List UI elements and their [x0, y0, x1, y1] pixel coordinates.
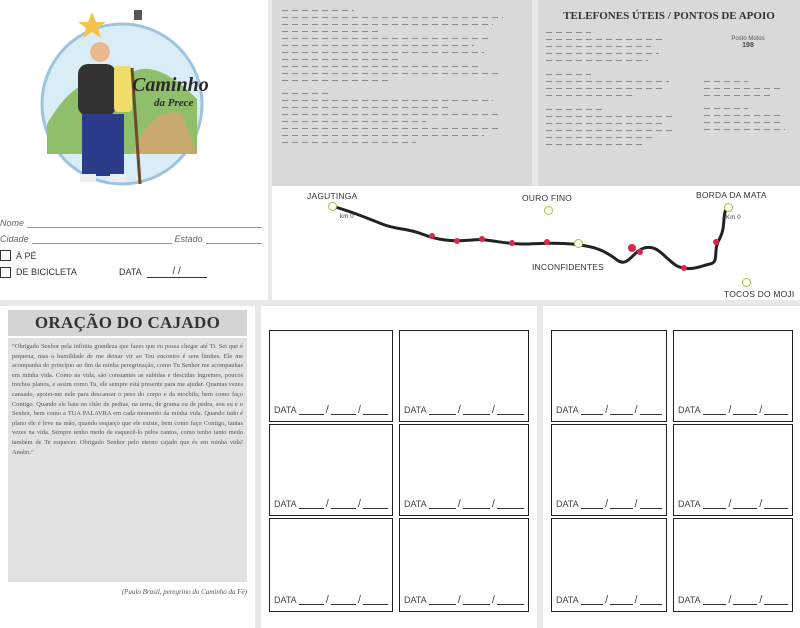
stamp-date-label: DATA — [274, 405, 297, 415]
inconfidentes-dot — [574, 239, 583, 248]
stamp-date-label: DATA — [556, 595, 579, 605]
stamp-date-label: DATA — [404, 405, 427, 415]
stamp-box[interactable]: DATA / / — [673, 518, 793, 612]
stamp-grid-right — [543, 306, 800, 628]
stamp-box[interactable]: DATA / / — [551, 424, 667, 516]
stamp-date-label: DATA — [274, 595, 297, 605]
stamp-date-label: DATA — [556, 499, 579, 509]
km-end-label: Km 0 — [726, 215, 741, 221]
town-jaguaritinga: JAGUTINGA — [307, 191, 358, 201]
jaguaritinga-dot — [328, 202, 337, 211]
stamp-date-label: DATA — [404, 595, 427, 605]
cover-form — [0, 214, 262, 278]
walk-checkbox[interactable] — [0, 250, 11, 261]
stamp-date-label: DATA — [404, 499, 427, 509]
stamp-date-label: DATA — [678, 595, 701, 605]
name-row — [0, 214, 262, 228]
route-line — [332, 206, 727, 269]
stamp-box[interactable]: DATA / / — [269, 518, 393, 612]
route-map — [272, 186, 800, 300]
stamp-box[interactable]: DATA / / — [673, 330, 793, 422]
name-label: Nome — [0, 218, 25, 228]
logo-line2: da Prece — [154, 97, 194, 109]
side-label: Posto Motos — [731, 36, 765, 42]
option-bike — [0, 266, 262, 278]
town-borda: BORDA DA MATA — [696, 190, 767, 200]
km-start-label: km 0 — [340, 214, 354, 220]
stamp-box[interactable]: DATA / / — [673, 424, 793, 516]
stamp-box[interactable]: DATA / / — [551, 518, 667, 612]
stamp-box[interactable]: DATA / / — [399, 330, 529, 422]
pilgrim-legs — [82, 114, 124, 176]
stamp-grid-left — [261, 306, 537, 628]
stamp-date-label: DATA — [678, 499, 701, 509]
info-text-block-1 — [282, 8, 522, 83]
stamp-date-label: DATA — [556, 405, 579, 415]
bike-checkbox[interactable] — [0, 267, 11, 278]
stamp-date-label: DATA — [678, 405, 701, 415]
info-text-block-2 — [282, 91, 522, 145]
option-walk[interactable] — [0, 250, 262, 261]
stamp-box[interactable]: DATA / / — [399, 518, 529, 612]
stamp-box[interactable]: DATA / / — [269, 424, 393, 516]
chapel-icon — [134, 10, 142, 20]
logo-line1: Caminho — [132, 74, 209, 96]
route-panel — [272, 186, 800, 300]
stamp-box[interactable]: DATA / / — [269, 330, 393, 422]
city-row — [0, 228, 262, 244]
cover-date-label: DATA — [119, 267, 142, 277]
prayer-title: ORAÇÃO DO CAJADO — [8, 310, 247, 336]
walk-label: À PÉ — [16, 250, 37, 261]
logo-title — [132, 74, 209, 109]
town-tocos: TOCOS DO MOJI — [724, 289, 795, 299]
pilgrim-head — [90, 42, 110, 62]
phones-list-right — [704, 28, 792, 149]
city-label: Cidade — [0, 234, 29, 244]
prayer-panel — [0, 306, 255, 628]
stamp-box[interactable]: DATA / / — [551, 330, 667, 422]
side-code: 198 — [742, 42, 754, 49]
phones-list-left — [546, 28, 696, 149]
stamp-box[interactable]: DATA / / — [399, 424, 529, 516]
tocos-dot — [742, 278, 751, 287]
borda-dot — [724, 203, 733, 212]
city-field[interactable] — [32, 233, 172, 244]
cover-panel — [0, 0, 268, 300]
prayer-body: “Obrigado Senhor pela infinita grandeza que fazes que eu possa chegar até Ti. Sei que é pequena, mas a humildade de me deixar vir ao Teu encontro é sem limites. Ele me acompanha do princípio ao fim da minha peregrinação, como Tu Senhor me acompanhas em minha vida. Como na vida, são constantes as subidas e descidas íngremes, poucos trechos planos, e assim como Tu, ele sempre está presente para me ajudar. Quantas vezes cansado, apoiei-me nele para descansar o peso do corpo e da mochila, bem como faço Contigo. Quando ele bate no chão de pedras, na terra, de grama ou de pedra, sou eu e o Senhor, bem como a TUA PALAVRA em cada momento da minha vida. Quando tudo é plano ele é leve na mão, quando esqueço que ele existe, bem como faço Contigo, tantas vezes na vida. Sempre tenho medo de esquecê-lo pelos cantos, como tenho tanto medo também de Te esquecer. Obrigado Senhor pelo eterno cajado que és em minha vida! Amém.” — [8, 338, 247, 582]
phones-panel — [538, 0, 800, 186]
state-label: Estado — [174, 234, 203, 244]
name-field[interactable] — [27, 217, 262, 228]
phones-title: TELEFONES ÚTEIS / PONTOS DE APOIO — [563, 10, 775, 22]
prayer-signature: (Paulo Brasil, peregrino do Caminho da Fé) — [121, 588, 247, 596]
backpack-icon — [78, 64, 116, 116]
ouro-fino-dot — [544, 206, 553, 215]
bike-label: DE BICICLETA — [16, 267, 77, 277]
cover-date-field[interactable]: / / — [147, 266, 207, 278]
town-ouro-fino: OURO FINO — [522, 193, 572, 203]
town-inconfidentes: INCONFIDENTES — [532, 262, 605, 272]
stamp-date-label: DATA — [274, 499, 297, 509]
info-panel — [272, 0, 532, 186]
state-field[interactable] — [206, 233, 262, 244]
